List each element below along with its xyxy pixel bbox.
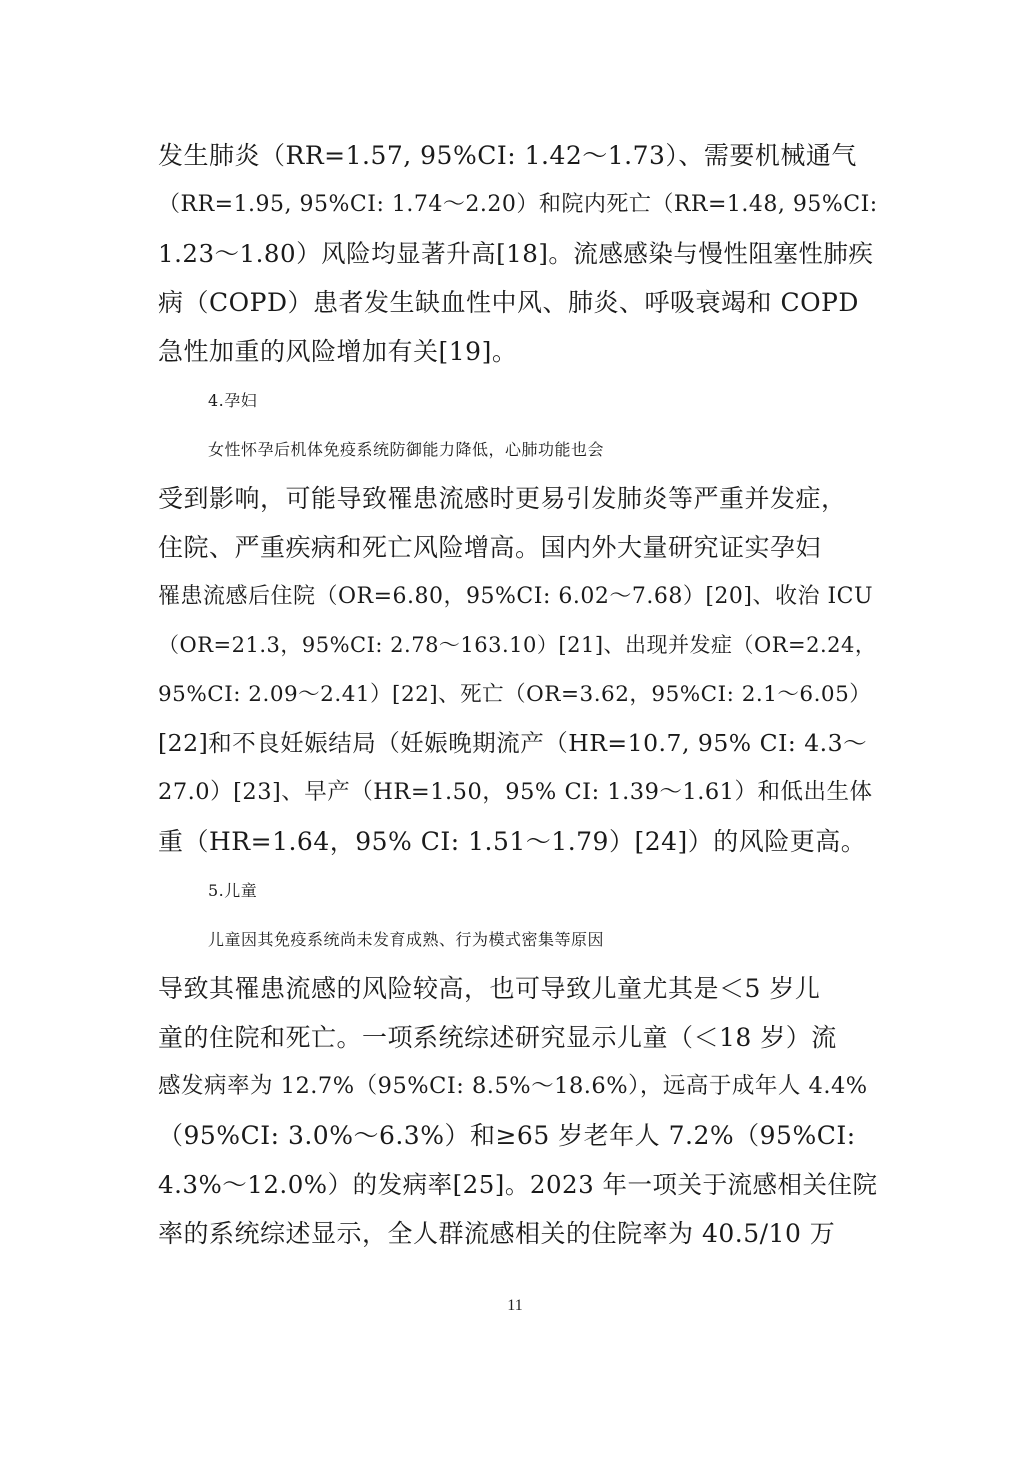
text-line-2: （RR=1.95, 95%CI: 1.74～2.20）和院内死亡（RR=1.48, 95%CI: (158, 192, 878, 217)
page-number: 11 (507, 1297, 523, 1314)
text-line-8: 受到影响，可能导致罹患流感时更易引发肺炎等严重并发症， (158, 484, 847, 513)
text-line-17: 儿童因其免疫系统尚未发育成熟、行为模式密集等原因 (208, 930, 605, 949)
text-line-22: 4.3%～12.0%）的发病率[25]。2023 年一项关于流感相关住院 (158, 1170, 878, 1199)
section-heading-pregnant: 4.孕妇 (208, 391, 258, 410)
text-line-18: 导致其罹患流感的风险较高，也可导致儿童尤其是＜5 岁儿 (158, 974, 821, 1003)
text-line-5: 急性加重的风险增加有关[19]。 (158, 337, 518, 366)
text-line-4: 病（COPD）患者发生缺血性中风、肺炎、呼吸衰竭和 COPD (158, 288, 859, 317)
text-line-15: 重（HR=1.64，95% CI: 1.51～1.79）[24]）的风险更高。 (158, 827, 867, 856)
text-line-11: （OR=21.3，95%CI: 2.78～163.10）[21]、出现并发症（OR=2.24， (158, 633, 877, 657)
body-text (158, 131, 878, 1258)
text-line-10: 罹患流感后住院（OR=6.80，95%CI: 6.02～7.68）[20]、收治 ICU (158, 584, 874, 609)
text-line-7: 女性怀孕后机体免疫系统防御能力降低，心肺功能也会 (208, 440, 605, 459)
text-line-1: 发生肺炎（RR=1.57, 95%CI: 1.42～1.73）、需要机械通气 (158, 141, 857, 170)
text-line-9: 住院、严重疾病和死亡风险增高。国内外大量研究证实孕妇 (158, 533, 822, 562)
text-line-13: [22]和不良妊娠结局（妊娠晚期流产（HR=10.7, 95% CI: 4.3～ (158, 729, 868, 757)
text-line-19: 童的住院和死亡。一项系统综述研究显示儿童（＜18 岁）流 (158, 1023, 837, 1052)
section-heading-children: 5.儿童 (208, 881, 258, 900)
text-line-14: 27.0）[23]、早产（HR=1.50，95% CI: 1.39～1.61）和低出生体 (158, 779, 873, 805)
text-line-3: 1.23～1.80）风险均显著升高[18]。流感感染与慢性阻塞性肺疾 (158, 239, 874, 268)
text-line-23: 率的系统综述显示，全人群流感相关的住院率为 40.5/10 万 (158, 1219, 836, 1248)
text-line-20: 感发病率为 12.7%（95%CI: 8.5%～18.6%），远高于成年人 4.4% (158, 1073, 868, 1099)
text-line-21: （95%CI: 3.0%～6.3%）和≥65 岁老年人 7.2%（95%CI: (158, 1121, 856, 1150)
text-line-12: 95%CI: 2.09～2.41）[22]、死亡（OR=3.62，95%CI: 2.1～6.05） (158, 682, 872, 707)
